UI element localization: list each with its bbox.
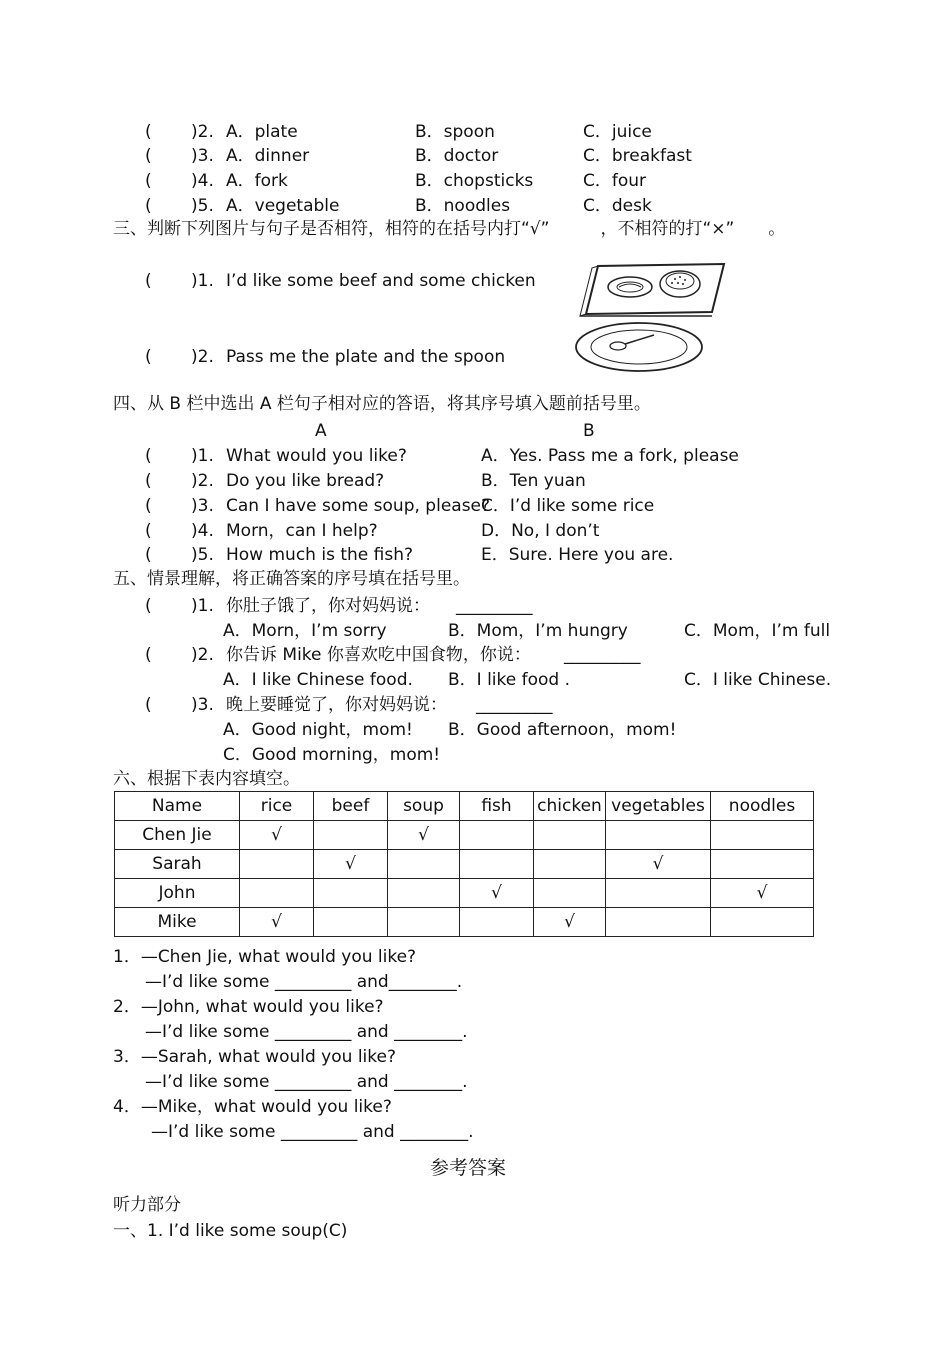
section4-heading: 四、从 B 栏中选出 A 栏句子相对应的答语，将其序号填入题前括号里。	[113, 394, 651, 414]
table-header-row	[115, 792, 814, 821]
question-text: 晚上要睡觉了，你对妈妈说：	[226, 695, 447, 715]
table-cell: √	[240, 821, 314, 850]
answer-blank[interactable]: _________	[456, 596, 533, 616]
option-c: C．I like Chinese.	[684, 670, 832, 690]
statement: I’d like some beef and some chicken	[226, 271, 536, 291]
answer-option: E．Sure. Here you are.	[481, 545, 674, 565]
fill-question: 3．—Sarah, what would you like?	[113, 1047, 396, 1067]
fill-question: 4．—Mike，what would you like?	[113, 1097, 392, 1117]
paren: (	[145, 146, 152, 166]
paren: (	[145, 446, 152, 466]
option-b: B．Mom，I’m hungry	[448, 621, 628, 641]
table-cell	[388, 879, 460, 908]
table-cell: √	[460, 879, 534, 908]
question-text: 你告诉 Mike 你喜欢吃中国食物，你说：	[226, 645, 531, 665]
table-cell: √	[534, 908, 606, 937]
question-number: )1.	[191, 596, 214, 616]
option-b: B．noodles	[415, 196, 511, 216]
section3-heading: 三、判断下列图片与句子是否相符，相符的在括号内打“√” ，不相符的打“×” 。	[113, 219, 786, 239]
table-row	[115, 821, 814, 850]
paren: (	[145, 545, 152, 565]
section6-heading: 六、根据下表内容填空。	[113, 769, 300, 789]
table-header-cell: chicken	[534, 792, 606, 821]
fill-question: 2．—John, what would you like?	[113, 997, 384, 1017]
option-a: A．vegetable	[226, 196, 340, 216]
paren: (	[145, 271, 152, 291]
fill-answer-line[interactable]: —I’d like some _________ and ________.	[145, 1022, 468, 1042]
table-cell	[711, 908, 814, 937]
table-cell: √	[711, 879, 814, 908]
option-a: A．Morn，I’m sorry	[223, 621, 387, 641]
table-header-cell: soup	[388, 792, 460, 821]
option-a: A．I like Chinese food.	[223, 670, 413, 690]
option-c: C．breakfast	[583, 146, 692, 166]
table-cell: Chen Jie	[115, 821, 240, 850]
table-cell	[460, 821, 534, 850]
option-a: A．Good night，mom!	[223, 720, 413, 740]
table-cell: √	[314, 850, 388, 879]
question-number: )2.	[191, 645, 214, 665]
table-cell	[388, 850, 460, 879]
question-text: 你肚子饿了，你对妈妈说：	[226, 596, 430, 616]
table-cell: John	[115, 879, 240, 908]
option-b: B．I like food .	[448, 670, 571, 690]
question-number: )3.	[191, 496, 214, 516]
answer-blank[interactable]: _________	[564, 645, 641, 665]
question-number: )4.	[191, 521, 214, 541]
table-row	[115, 879, 814, 908]
table-cell: √	[240, 908, 314, 937]
answer-option: A．Yes. Pass me a fork, please	[481, 446, 739, 466]
option-c: C．four	[583, 171, 647, 191]
table-cell	[606, 908, 711, 937]
question-number: )5.	[191, 196, 214, 216]
fill-answer-line[interactable]: —I’d like some _________ and ________.	[145, 1072, 468, 1092]
table-row	[115, 850, 814, 879]
table-cell	[711, 821, 814, 850]
option-c: C．Good morning，mom!	[223, 745, 441, 765]
table-cell	[534, 850, 606, 879]
table-cell	[606, 879, 711, 908]
option-b: B．spoon	[415, 122, 495, 142]
table-cell: √	[388, 821, 460, 850]
question-number: )2.	[191, 471, 214, 491]
answer-line: 一、1. I’d like some soup(C)	[113, 1221, 348, 1241]
question-text: Do you like bread?	[226, 471, 385, 491]
table-cell	[460, 850, 534, 879]
option-a: A．plate	[226, 122, 298, 142]
table-cell: √	[606, 850, 711, 879]
fill-question: 1．—Chen Jie, what would you like?	[113, 947, 417, 967]
answer-blank[interactable]: _________	[476, 695, 553, 715]
table-cell	[240, 850, 314, 879]
answer-option: C．I’d like some rice	[481, 496, 655, 516]
option-b: B．doctor	[415, 146, 499, 166]
statement: Pass me the plate and the spoon	[226, 347, 506, 367]
paren: (	[145, 645, 152, 665]
question-number: )3.	[191, 146, 214, 166]
question-number: )1.	[191, 446, 214, 466]
option-c: C．Mom，I’m full	[684, 621, 831, 641]
food-preference-table	[114, 791, 814, 937]
question-text: How much is the fish?	[226, 545, 413, 565]
question-number: )5.	[191, 545, 214, 565]
paren: (	[145, 596, 152, 616]
column-a-label: A	[315, 421, 327, 441]
table-cell	[606, 821, 711, 850]
table-header-cell: vegetables	[606, 792, 711, 821]
table-cell	[314, 908, 388, 937]
option-b: B．chopsticks	[415, 171, 534, 191]
answer-key-title: 参考答案	[430, 1157, 507, 1179]
paren: (	[145, 196, 152, 216]
option-a: A．dinner	[226, 146, 310, 166]
table-cell: Sarah	[115, 850, 240, 879]
table-cell: Mike	[115, 908, 240, 937]
table-cell	[314, 821, 388, 850]
table-cell	[460, 908, 534, 937]
question-text: What would you like?	[226, 446, 407, 466]
table-cell	[711, 850, 814, 879]
answer-option: B．Ten yuan	[481, 471, 586, 491]
column-b-label: B	[583, 421, 595, 441]
listening-label: 听力部分	[113, 1195, 181, 1215]
plate-spoon-illustration	[574, 320, 706, 376]
table-cell	[388, 908, 460, 937]
table-cell	[534, 879, 606, 908]
question-number: )1.	[191, 271, 214, 291]
paren: (	[145, 347, 152, 367]
paren: (	[145, 521, 152, 541]
option-a: A．fork	[226, 171, 288, 191]
paren: (	[145, 171, 152, 191]
table-cell	[534, 821, 606, 850]
table-header-cell: noodles	[711, 792, 814, 821]
table-header-cell: rice	[240, 792, 314, 821]
question-number: )3.	[191, 695, 214, 715]
fill-answer-line[interactable]: —I’d like some _________ and________.	[145, 972, 463, 992]
paren: (	[145, 496, 152, 516]
table-header-cell: fish	[460, 792, 534, 821]
section5-heading: 五、情景理解，将正确答案的序号填在括号里。	[113, 569, 470, 589]
answer-option: D．No, I don’t	[481, 521, 600, 541]
paren: (	[145, 122, 152, 142]
option-c: C．juice	[583, 122, 652, 142]
fill-answer-line[interactable]: —I’d like some _________ and ________.	[151, 1122, 474, 1142]
question-text: Morn，can I help?	[226, 521, 378, 541]
question-number: )2.	[191, 347, 214, 367]
question-number: )4.	[191, 171, 214, 191]
table-header-cell: Name	[115, 792, 240, 821]
table-cell	[240, 879, 314, 908]
paren: (	[145, 471, 152, 491]
tray-food-illustration	[572, 254, 732, 320]
option-b: B．Good afternoon，mom!	[448, 720, 677, 740]
table-header-cell: beef	[314, 792, 388, 821]
paren: (	[145, 695, 152, 715]
table-row	[115, 908, 814, 937]
table-cell	[314, 879, 388, 908]
question-text: Can I have some soup, please?	[226, 496, 491, 516]
option-c: C．desk	[583, 196, 652, 216]
question-number: )2.	[191, 122, 214, 142]
